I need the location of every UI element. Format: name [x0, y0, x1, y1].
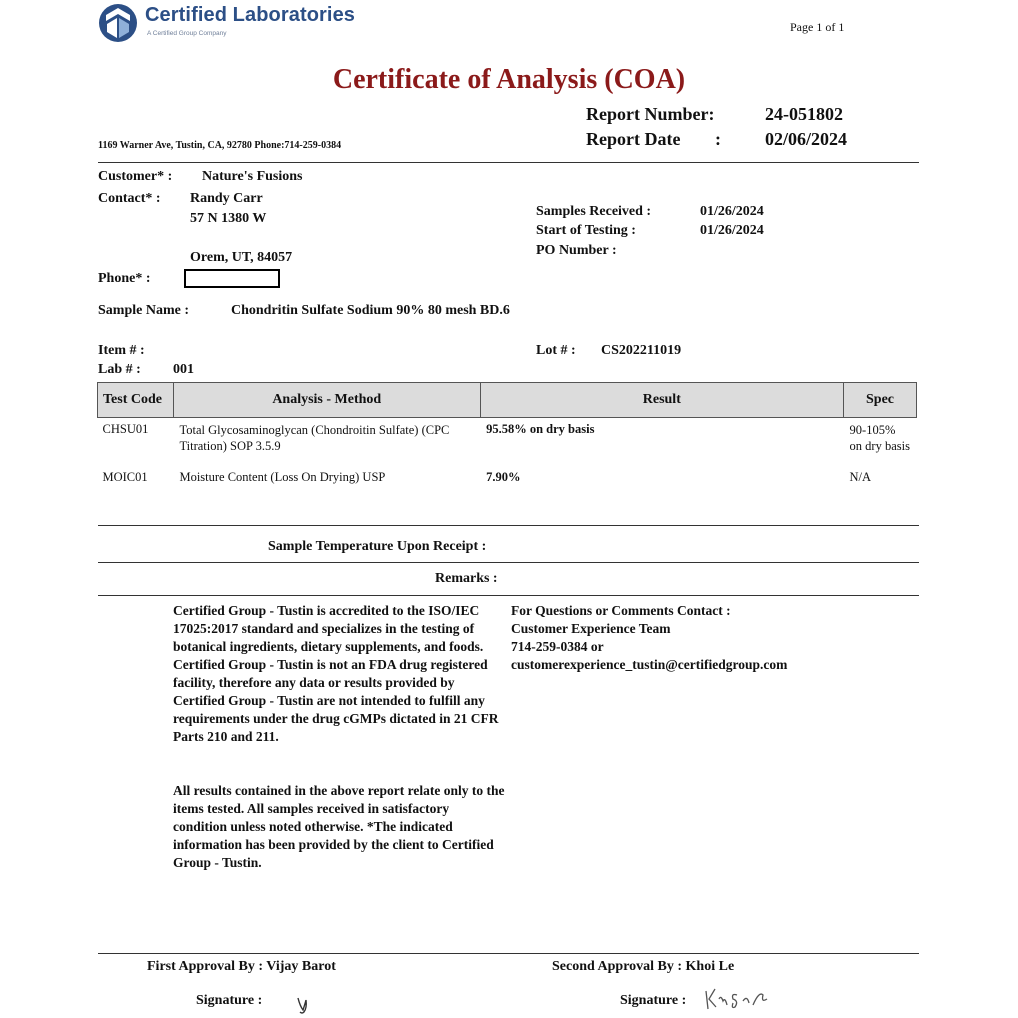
second-signature-image [703, 985, 769, 1013]
phone-redaction-box [184, 269, 280, 288]
report-number-label: Report Number: [586, 104, 715, 124]
column-header-spec: Spec [844, 383, 917, 418]
results-table [97, 382, 917, 500]
column-header-result: Result [480, 383, 843, 418]
column-header-analysis-method: Analysis - Method [173, 383, 480, 418]
results-disclaimer: All results contained in the above report relate only to the items tested. All samples received in satisfactory condition unless noted otherwise. *The indicated information has been provided by the client to Certified Group - Tustin. [173, 783, 505, 870]
table-bottom-divider [98, 525, 919, 526]
contact-address-line2: Orem, UT, 84057 [190, 250, 293, 265]
samples-received-value: 01/26/2024 [700, 204, 764, 219]
result-cell: 7.90% [486, 469, 521, 484]
header-divider [98, 162, 919, 163]
second-approval: Second Approval By : Khoi Le [552, 959, 735, 974]
method-cell: Total Glycosaminoglycan (Chondroitin Sulfate) (CPC Titration) SOP 3.5.9 [179, 423, 450, 453]
item-label: Item # : [98, 343, 145, 358]
signature-label-second: Signature : [620, 993, 687, 1008]
report-date-value: 02/06/2024 [765, 129, 848, 149]
lab-value: 001 [173, 362, 194, 377]
remarks-label: Remarks : [435, 571, 498, 586]
certified-laboratories-logo-icon [98, 3, 138, 43]
logo-tagline: A Certified Group Company [147, 30, 227, 37]
phone-label: Phone* : [98, 271, 151, 286]
accreditation-statement: Certified Group - Tustin is accredited to the ISO/IEC 17025:2017 standard and specializes in the testing of botanical ingredients, dietary supplements, and foods. Certified Group - Tustin is not an FDA drug registered facility, therefore any data or results provided by Certified Group - Tustin are not intended to fulfill any requirements under the drug cGMPs dictated in 21 CFR Parts 210 and 211. [173, 603, 499, 744]
spec-cell: 90-105% on dry basis [849, 423, 910, 453]
spec-cell: N/A [849, 469, 872, 484]
sample-name-label: Sample Name : [98, 303, 189, 318]
customer-value: Nature's Fusions [202, 169, 303, 184]
page-indicator: Page 1 of 1 [790, 20, 845, 34]
temperature-divider [98, 562, 919, 563]
table-row [98, 418, 917, 470]
logo-name: Certified Laboratories [145, 4, 356, 26]
contact-team: Customer Experience Team [511, 621, 671, 636]
first-signature-image [294, 992, 318, 1016]
table-row [98, 470, 917, 500]
lab-label: Lab # : [98, 362, 141, 377]
report-date-colon: : [715, 129, 721, 149]
test-code-cell: CHSU01 [102, 422, 149, 436]
contact-name: Randy Carr [190, 191, 263, 206]
table-header-row [98, 383, 917, 418]
test-code-cell: MOIC01 [102, 469, 148, 484]
start-testing-value: 01/26/2024 [700, 223, 764, 238]
remarks-divider [98, 595, 919, 596]
contact-phone: 714-259-0384 or [511, 639, 604, 654]
column-header-test-code: Test Code [98, 383, 174, 418]
signature-label-first: Signature : [196, 993, 263, 1008]
lot-value: CS202211019 [601, 343, 682, 358]
contact-heading: For Questions or Comments Contact : [511, 603, 731, 618]
lot-label: Lot # : [536, 343, 576, 358]
contact-label: Contact* : [98, 191, 161, 206]
approval-divider [98, 953, 919, 954]
method-cell: Moisture Content (Loss On Drying) USP [179, 469, 386, 484]
customer-label: Customer* : [98, 169, 173, 184]
contact-email: customerexperience_tustin@certifiedgroup.com [511, 657, 788, 672]
result-cell: 95.58% on dry basis [486, 422, 595, 436]
contact-address-line1: 57 N 1380 W [190, 211, 267, 226]
start-testing-label: Start of Testing : [536, 223, 636, 238]
document-title: Certificate of Analysis (COA) [332, 64, 686, 95]
samples-received-label: Samples Received : [536, 204, 652, 219]
lab-address: 1169 Warner Ave, Tustin, CA, 92780 Phone:714-259-0384 [98, 140, 342, 151]
report-number-value: 24-051802 [765, 104, 843, 124]
report-date-label: Report Date [586, 129, 681, 149]
first-approval: First Approval By : Vijay Barot [147, 959, 336, 974]
sample-name-value: Chondritin Sulfate Sodium 90% 80 mesh BD.6 [231, 303, 510, 318]
sample-temperature-label: Sample Temperature Upon Receipt : [268, 539, 487, 554]
po-number-label: PO Number : [536, 243, 617, 258]
